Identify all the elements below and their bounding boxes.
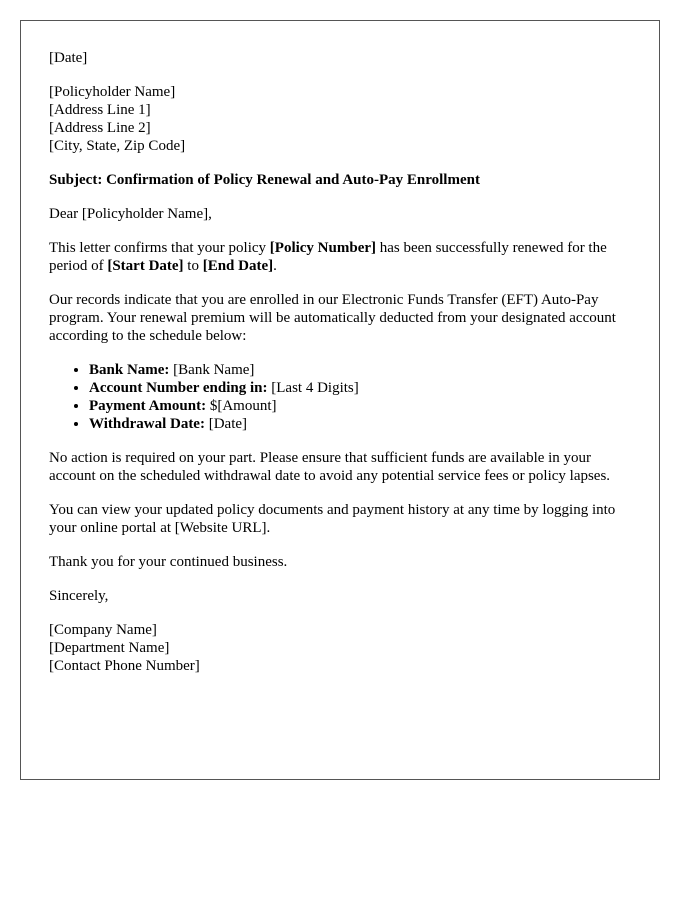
action-paragraph: No action is required on your part. Please ensure that sufficient funds are available in your account on the scheduled withdrawal date to avoid any potential service fees or policy lapses. [49, 450, 611, 484]
payment-details-list [49, 361, 631, 433]
end-date: [End Date] [202, 258, 274, 274]
detail-label: Withdrawal Date: [89, 416, 205, 432]
renewal-text-1: This letter confirms that your policy [49, 240, 270, 256]
renewal-paragraph [49, 239, 631, 275]
letter-date: [Date] [49, 50, 88, 66]
detail-label: Bank Name: [89, 362, 170, 378]
signature-block [49, 621, 631, 675]
recipient-address [49, 83, 631, 155]
letter [20, 20, 660, 780]
company-name: [Company Name] [49, 622, 157, 638]
start-date: [Start Date] [107, 258, 184, 274]
salutation: Dear [Policyholder Name], [49, 206, 212, 222]
detail-bank-name [89, 361, 631, 379]
detail-value: [Last 4 Digits] [267, 380, 359, 396]
recipient-name: [Policyholder Name] [49, 84, 176, 100]
detail-value: [Date] [204, 416, 248, 432]
policy-number: [Policy Number] [269, 240, 377, 256]
autopay-paragraph: Our records indicate that you are enrolled in our Electronic Funds Transfer (EFT) Auto-Pay program. Your renewal premium will be automatically deducted from your designated account according to the schedule below: [49, 292, 616, 344]
renewal-text-4: . [273, 258, 277, 274]
thank-you-paragraph: Thank you for your continued business. [49, 554, 288, 570]
detail-label: Payment Amount: [89, 398, 207, 414]
closing: Sincerely, [49, 588, 109, 604]
contact-phone: [Contact Phone Number] [49, 658, 200, 674]
detail-account-number [89, 379, 631, 397]
detail-value: $[Amount] [206, 398, 277, 414]
detail-withdrawal-date [89, 415, 631, 433]
detail-payment-amount [89, 397, 631, 415]
portal-paragraph: You can view your updated policy documents and payment history at any time by logging into your online portal at [Website URL]. [49, 502, 616, 536]
renewal-text-3: to [183, 258, 203, 274]
detail-value: [Bank Name] [169, 362, 255, 378]
address-line-2: [Address Line 2] [49, 120, 151, 136]
renewal-text-2: has been successfully renewed for the period of [49, 240, 607, 274]
subject-line: Subject: Confirmation of Policy Renewal and Auto-Pay Enrollment [49, 172, 480, 188]
detail-label: Account Number ending in: [89, 380, 268, 396]
department-name: [Department Name] [49, 640, 170, 656]
address-city-state-zip: [City, State, Zip Code] [49, 138, 186, 154]
address-line-1: [Address Line 1] [49, 102, 151, 118]
